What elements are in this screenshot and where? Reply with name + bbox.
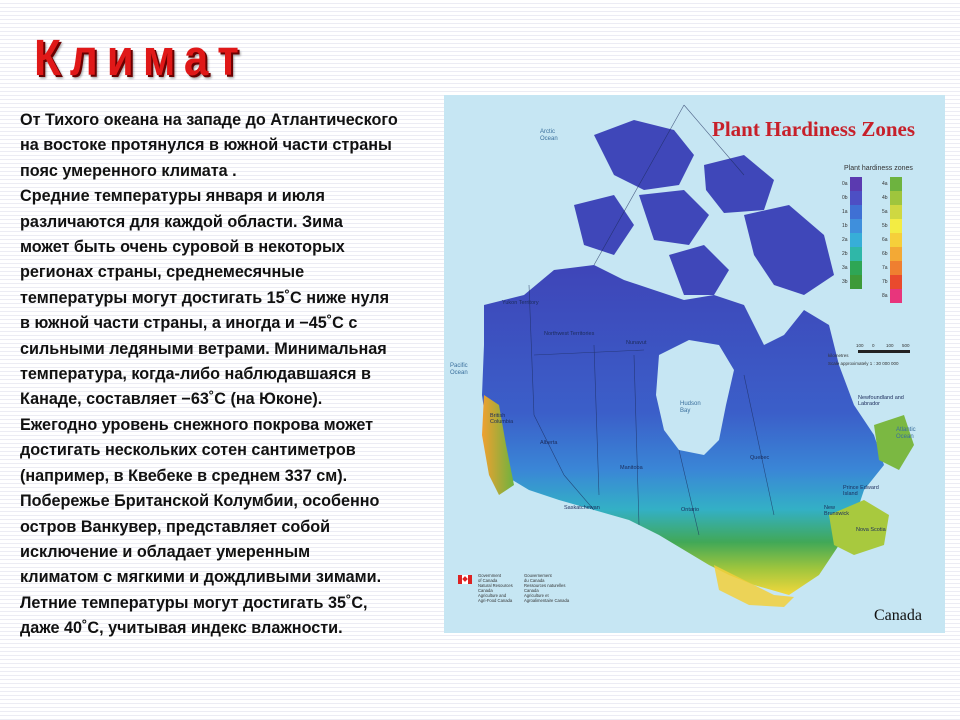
legend-swatch bbox=[850, 191, 862, 205]
legend-zone-label: 4a bbox=[882, 181, 888, 187]
region-label: Saskatchewan bbox=[564, 505, 600, 511]
region-label: Newfoundland and Labrador bbox=[858, 395, 904, 407]
body-line: даже 40˚С, учитывая индекс влажности. bbox=[20, 619, 343, 638]
scale-value: 500 bbox=[902, 343, 910, 348]
body-line: пояс умеренного климата . bbox=[20, 161, 237, 180]
arctic-islands bbox=[574, 120, 834, 295]
gov-en-block bbox=[478, 573, 524, 603]
legend-zone-label: 8a bbox=[882, 293, 888, 299]
body-line: на востоке протянулся в южной части страны bbox=[20, 136, 392, 155]
scale-value: 100 bbox=[856, 343, 864, 348]
gov-fr-block bbox=[524, 573, 580, 603]
body-line: регионах страны, среднемесячные bbox=[20, 263, 305, 282]
body-paragraph bbox=[20, 108, 448, 642]
gov-text: Gouvernement bbox=[524, 573, 552, 578]
legend-zone-label: 4b bbox=[882, 195, 888, 201]
region-label: Nova Scotia bbox=[856, 527, 886, 533]
gov-text: Government bbox=[478, 573, 502, 578]
gov-text: Ressources naturelles bbox=[524, 583, 566, 588]
canada-flag-icon bbox=[458, 575, 472, 584]
region-label: Nunavut bbox=[626, 340, 647, 346]
legend-title: Plant hardiness zones bbox=[844, 165, 913, 172]
legend-zone-label: 5a bbox=[882, 209, 888, 215]
region-label: Northwest Territories bbox=[544, 331, 595, 337]
legend-swatch bbox=[850, 219, 862, 233]
ocean-label: Pacific Ocean bbox=[450, 363, 468, 376]
body-line: Побережье Британской Колумбии, особенно bbox=[20, 492, 380, 511]
gov-text: Canada bbox=[478, 588, 493, 593]
gov-text: Agroalimentaire Canada bbox=[524, 598, 570, 603]
legend-swatch bbox=[850, 261, 862, 275]
body-line: сильными ледяными ветрами. Минимальная bbox=[20, 339, 387, 358]
legend-zone-label: 0b bbox=[842, 195, 848, 201]
legend-zone-label: 2b bbox=[842, 251, 848, 257]
legend-swatch bbox=[890, 247, 902, 261]
legend-swatch bbox=[890, 275, 902, 289]
legend-swatch bbox=[890, 289, 902, 303]
scale-value: 100 bbox=[886, 343, 894, 348]
legend-swatch bbox=[890, 205, 902, 219]
legend-swatch bbox=[890, 191, 902, 205]
region-label: Yukon Territory bbox=[502, 300, 539, 306]
legend-zone-label: 6b bbox=[882, 251, 888, 257]
legend-swatch bbox=[850, 247, 862, 261]
region-label: Quebec bbox=[750, 455, 770, 461]
gov-text: of Canada bbox=[478, 578, 498, 583]
legend-swatch bbox=[890, 177, 902, 191]
body-line: Канаде, составляет −63˚С (на Юконе). bbox=[20, 390, 323, 409]
legend-zone-label: 7b bbox=[882, 279, 888, 285]
legend-swatch bbox=[850, 233, 862, 247]
region-label: British Columbia bbox=[490, 413, 514, 425]
legend-swatch bbox=[890, 219, 902, 233]
gov-text: du Canada bbox=[524, 578, 545, 583]
body-line: достигать нескольких сотен сантиметров bbox=[20, 441, 356, 460]
region-label: Prince Edward Island bbox=[843, 485, 879, 497]
ocean-label: Hudson Bay bbox=[680, 401, 701, 414]
body-line: (например, в Квебеке в среднем 337 см). bbox=[20, 466, 348, 485]
gov-text: Canada bbox=[524, 588, 539, 593]
legend-swatch bbox=[890, 261, 902, 275]
body-line: в южной части страны, а иногда и −45˚С с bbox=[20, 314, 358, 333]
body-line: остров Ванкувер, представляет собой bbox=[20, 517, 331, 536]
hardiness-zone-map bbox=[444, 95, 945, 633]
body-line: различаются для каждой области. Зима bbox=[20, 212, 343, 231]
region-label: New Brunswick bbox=[824, 505, 850, 517]
body-line: исключение и обладает умеренным bbox=[20, 542, 311, 561]
body-line: может быть очень суровой в некоторых bbox=[20, 238, 345, 257]
legend-zone-label: 3b bbox=[842, 279, 848, 285]
legend-zone-label: 5b bbox=[882, 223, 888, 229]
body-line: климатом с мягкими и дождливыми зимами. bbox=[20, 568, 382, 587]
ocean-label: Atlantic Ocean bbox=[896, 427, 916, 440]
legend-zone-label: 7a bbox=[882, 265, 888, 271]
canada-wordmark: Canada bbox=[874, 607, 922, 624]
gov-text: Agri-Food Canada bbox=[478, 598, 513, 603]
scale-value: 0 bbox=[872, 343, 875, 348]
legend-swatch bbox=[850, 205, 862, 219]
legend-zone-label: 1b bbox=[842, 223, 848, 229]
body-line: Летние температуры могут достигать 35˚С, bbox=[20, 593, 368, 612]
region-label: Ontario bbox=[681, 507, 700, 513]
scale-bar bbox=[858, 350, 910, 353]
region-label: Alberta bbox=[540, 440, 558, 446]
ocean-label: Arctic Ocean bbox=[540, 129, 558, 142]
gov-text: Agriculture and bbox=[478, 593, 507, 598]
legend-zone-label: 2a bbox=[842, 237, 848, 243]
legend-zone-label: 3a bbox=[842, 265, 848, 271]
gov-text: Natural Resources bbox=[478, 583, 513, 588]
legend-swatch bbox=[850, 177, 862, 191]
scale-label: kilometres bbox=[828, 353, 849, 358]
body-line: Ежегодно уровень снежного покрова может bbox=[20, 415, 374, 434]
map-title: Plant Hardiness Zones bbox=[712, 117, 916, 141]
body-line: температура, когда-либо наблюдавшаяся в bbox=[20, 365, 371, 384]
body-line: От Тихого океана на западе до Атлантического bbox=[20, 111, 398, 129]
slide-title: Климат bbox=[34, 30, 248, 87]
region-label: Manitoba bbox=[620, 465, 643, 471]
scale-text: Scale approximately 1 : 30 000 000 bbox=[828, 361, 899, 366]
body-line: Средние температуры января и июля bbox=[20, 187, 325, 206]
body-line: температуры могут достигать 15˚С ниже нуля bbox=[20, 288, 390, 307]
legend-swatch bbox=[890, 233, 902, 247]
legend-zone-label: 6a bbox=[882, 237, 888, 243]
legend-zone-label: 1a bbox=[842, 209, 848, 215]
gov-text: Agriculture et bbox=[524, 593, 549, 598]
legend-swatch bbox=[850, 275, 862, 289]
legend-zone-label: 0a bbox=[842, 181, 848, 187]
